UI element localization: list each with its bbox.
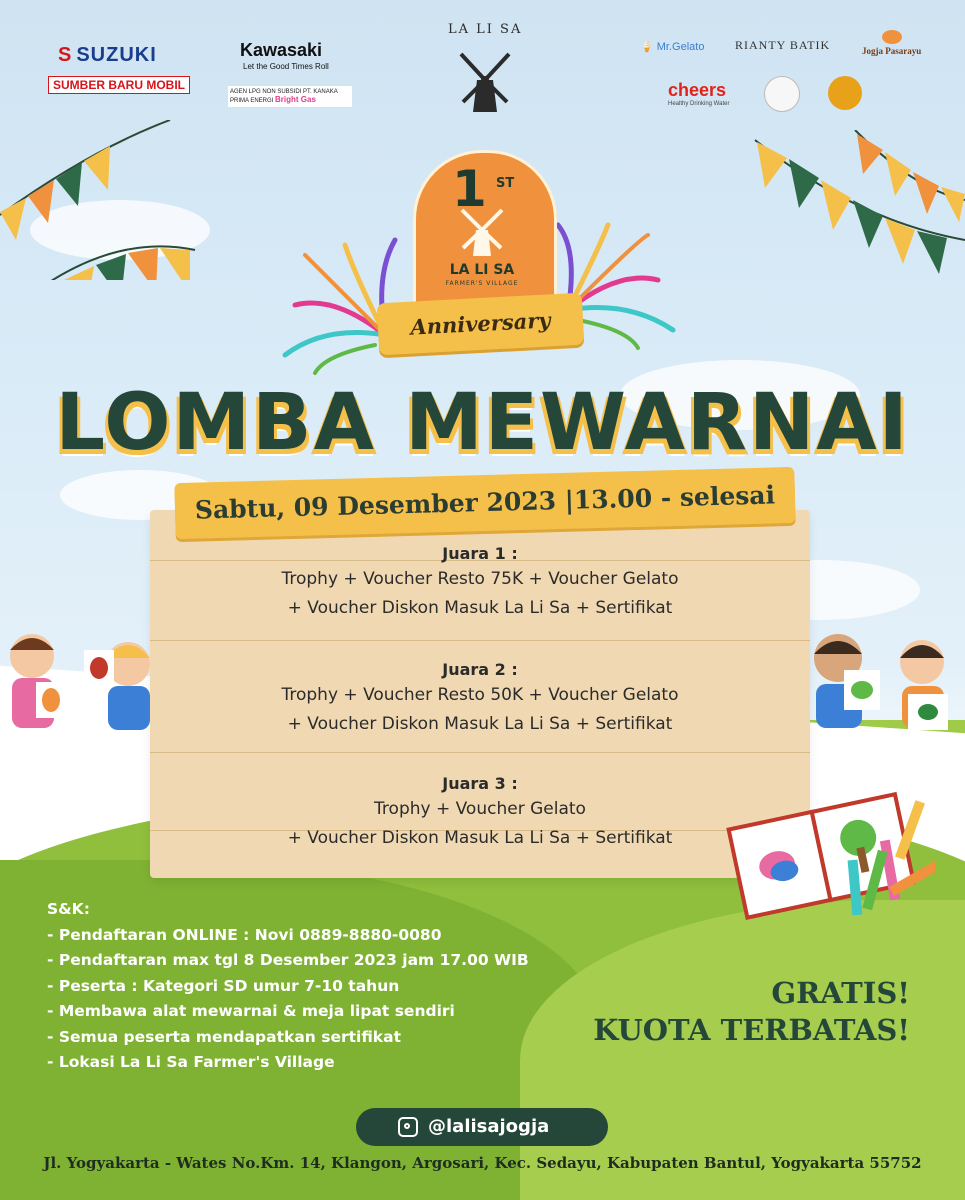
prize-line: Trophy + Voucher Resto 50K + Voucher Gelato: [281, 685, 679, 705]
prize-heading: Juara 3 :: [442, 774, 518, 793]
coloring-book-illustration: [725, 780, 935, 920]
prize-juara-3: [150, 773, 810, 853]
pasarayu-emblem-icon: [882, 30, 902, 44]
callout-line: GRATIS!: [771, 976, 910, 1010]
bunting-right: [745, 130, 965, 290]
prize-line: Trophy + Voucher Resto 75K + Voucher Gelato: [281, 569, 679, 589]
prize-juara-2: [150, 659, 810, 739]
venue-address: Jl. Yogyakarta - Wates No.Km. 14, Klangon, Argosari, Kec. Sedayu, Kabupaten Bantul, Yogyakarta 55752: [43, 1154, 922, 1172]
terms-block: [47, 897, 529, 1076]
terms-item: - Membawa alat mewarnai & meja lipat sendiri: [47, 1002, 455, 1020]
prize-line: + Voucher Diskon Masuk La Li Sa + Sertifikat: [287, 828, 673, 848]
prize-line: + Voucher Diskon Masuk La Li Sa + Sertifikat: [287, 714, 673, 734]
instagram-handle: @lalisajogja: [428, 1116, 550, 1137]
kids-right-illustration: [800, 628, 965, 738]
terms-item: - Lokasi La Li Sa Farmer's Village: [47, 1053, 335, 1071]
terms-heading: S&K:: [47, 900, 90, 918]
lalisa-logo-text: LA LI SA: [448, 22, 523, 37]
prize-line: + Voucher Diskon Masuk La Li Sa + Sertifikat: [287, 598, 673, 618]
windmill-icon: [455, 40, 515, 115]
badge-name: LA LI SA: [449, 262, 515, 278]
kawasaki-tagline: Let the Good Times Roll: [243, 62, 329, 71]
event-title: LOMBA MEWARNAI: [55, 378, 910, 468]
kawasaki-logo: Kawasaki: [240, 40, 323, 60]
cheers-logo: cheers Healthy Drinking Water: [668, 80, 730, 107]
jogja-pasarayu-logo: Jogja Pasarayu: [862, 30, 921, 56]
event-date: Sabtu, 09 Desember 2023 |13.00 - selesai: [194, 480, 776, 525]
badge-subtitle: FARMER'S VILLAGE: [445, 280, 519, 287]
kids-left-illustration: [0, 630, 165, 740]
sponsor-circle-logo: [764, 76, 800, 112]
rianty-batik-logo: RIANTY BATIK: [735, 38, 831, 52]
bunting-left: [0, 120, 200, 280]
suzuki-logo: S SUZUKI: [58, 44, 157, 66]
lpg-agent-logo: AGEN LPG NON SUBSIDI PT. KANAKA PRIMA ENERGI Bright Gas: [228, 86, 352, 107]
prize-heading: Juara 2 :: [442, 660, 518, 679]
badge-windmill-icon: [457, 200, 507, 260]
ribbon-text: Anniversary: [409, 307, 552, 340]
terms-item: - Pendaftaran max tgl 8 Desember 2023 jam 17.00 WIB: [47, 951, 529, 969]
prize-heading: Juara 1 :: [442, 544, 518, 563]
terms-item: - Semua peserta mendapatkan sertifikat: [47, 1027, 401, 1046]
badge-number: 1: [452, 160, 487, 218]
prize-juara-1: [150, 543, 810, 623]
instagram-handle-pill[interactable]: [356, 1108, 608, 1146]
mr-gelato-logo: 🍦 Mr.Gelato: [640, 41, 705, 53]
callout-line: KUOTA TERBATAS!: [593, 1013, 910, 1047]
anniversary-ribbon: [377, 293, 584, 356]
prize-line: Trophy + Voucher Gelato: [374, 799, 586, 819]
bright-gas-logo: Bright Gas: [275, 95, 316, 104]
badge-suffix: ST: [496, 176, 515, 191]
cheers-tagline: Healthy Drinking Water: [668, 101, 730, 107]
board-plank-line: [150, 752, 810, 753]
sumber-baru-mobil-logo: SUMBER BARU MOBIL: [48, 76, 190, 94]
terms-item: - Pendaftaran ONLINE : Novi 0889-8880-0080: [47, 925, 442, 944]
sponsor-circle-logo: [828, 76, 862, 110]
board-plank-line: [150, 640, 810, 641]
terms-item: - Peserta : Kategori SD umur 7-10 tahun: [47, 976, 400, 995]
free-callout: [593, 975, 910, 1049]
instagram-icon: [398, 1117, 418, 1137]
